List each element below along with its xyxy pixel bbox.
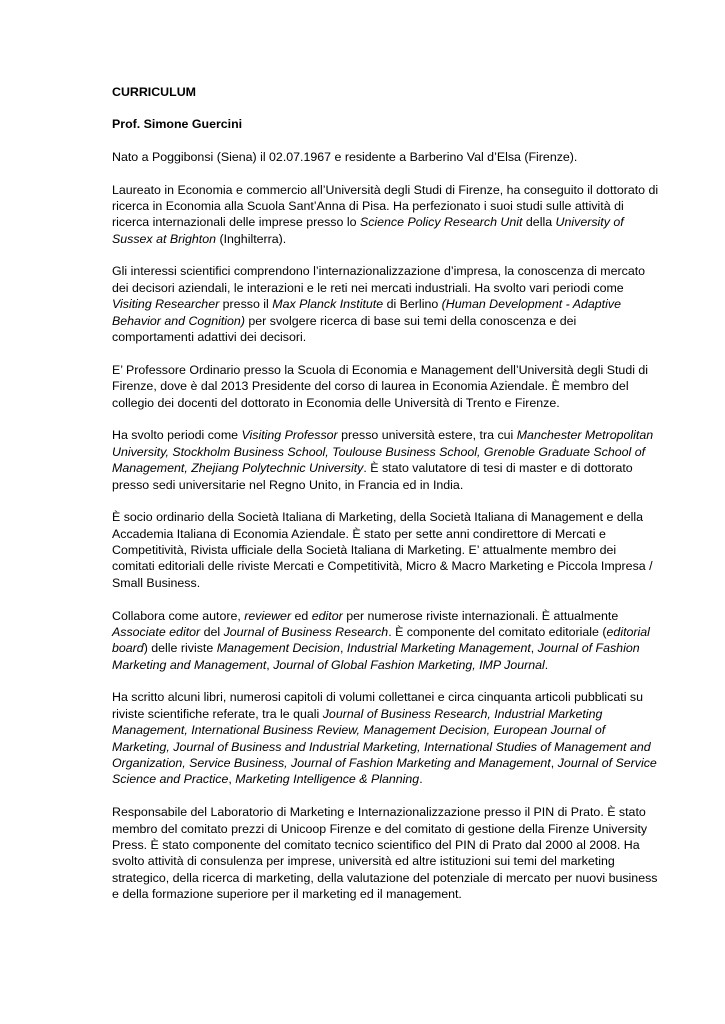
text-run: del xyxy=(200,624,224,639)
cv-paragraph xyxy=(112,263,660,345)
text-run: Responsabile del Laboratorio di Marketing e Internazionalizzazione presso il PIN di Prato. È stato membro del comitato prezzi di Unicoop Firenze e del comitato di gestione della Firenze University Press. È stato componente del comitato tecnico scientifico del PIN di Prato dal 2000 al 2008. Ha svolto attività di consulenza per imprese, università ed altre istituzioni sui temi del marketing strategico, della ricerca di marketing, della valutazione del potenziale di mercato per nuovi business e della formazione superiore per il marketing ed il management. xyxy=(112,805,658,902)
text-run: di Berlino xyxy=(383,297,442,312)
document-title: CURRICULUM xyxy=(112,85,196,99)
italic-text-run: editor xyxy=(311,608,343,623)
author-name: Prof. Simone Guercini xyxy=(112,117,243,132)
text-run: , xyxy=(530,641,538,656)
text-run: , xyxy=(340,641,347,656)
italic-text-run: Associate editor xyxy=(112,624,201,639)
text-run: per numerose riviste internazionali. È attualmente xyxy=(342,608,619,623)
cv-paragraph xyxy=(112,608,660,674)
italic-text-run: Industrial Marketing Management xyxy=(346,641,531,656)
cv-paragraph xyxy=(112,149,660,165)
italic-text-run: Marketing Intelligence & Planning xyxy=(235,772,420,787)
text-run: ed xyxy=(291,608,312,623)
text-run: È socio ordinario della Società Italiana di Marketing, della Società Italiana di Management e della Accademia Italiana di Economia Aziendale. È stato per sette anni condirettore di Mercati e Competitività, Rivista ufficiale della Società Italiana di Marketing. E’ attualmente membro dei comitati editoriali delle riviste Mercati e Competitività, Micro & Macro Marketing e Piccola Impresa / Small Business. xyxy=(112,510,653,590)
text-run: Gli interessi scientifici comprendono l’internazionalizzazione d’impresa, la conoscenza di mercato dei decisori aziendali, le interazioni e le reti nei mercati industriali. Ha svolto vari periodi come xyxy=(112,264,646,295)
text-run: Laureato in Economia e commercio all’Università degli Studi di Firenze, ha conseguito il dottorato di ricerca in Economia alla Scuola Sant’Anna di Pisa. Ha perfezionato i suoi studi sulle attività di ricerca internazionali delle imprese presso lo xyxy=(112,182,659,230)
italic-text-run: Journal of Business Research, Industrial Marketing Management, International Business Review, Management Decision, European Journal of Marketing, Journal of Business and Industrial Marketing, International Studies of Management and Organization, Service Business, Journal of Fashion Marketing and Management xyxy=(112,706,651,771)
italic-text-run: Manchester Metropolitan University, Stockholm Business School, Toulouse Business School, Grenoble Graduate School of Management, Zhejiang Polytechnic University xyxy=(112,428,654,476)
text-run: , xyxy=(266,657,274,672)
text-run: Ha svolto periodi come xyxy=(112,428,242,443)
text-run: (Inghilterra). xyxy=(216,231,287,246)
cv-paragraph xyxy=(112,804,660,902)
italic-text-run: Visiting Professor xyxy=(241,428,338,443)
text-run: ) delle riviste xyxy=(143,641,217,656)
text-run: presso il xyxy=(219,297,273,312)
italic-text-run: editorial board xyxy=(112,624,650,656)
text-run: . È stato valutatore di tesi di master e di dottorato presso sedi universitarie nel Regno Unito, in Francia ed in India. xyxy=(112,461,633,492)
cv-paragraph xyxy=(112,427,660,493)
italic-text-run: Journal of Service Science and Practice xyxy=(112,756,657,787)
text-run: della xyxy=(522,215,556,230)
cv-body xyxy=(112,149,660,903)
italic-text-run: Science Policy Research Unit xyxy=(359,215,523,230)
text-run: per svolgere ricerca di base sui temi della conoscenza e dei comportamenti adattivi dei decisori. xyxy=(112,313,577,345)
italic-text-run: University of Sussex at Brighton xyxy=(112,215,624,246)
document-page xyxy=(112,84,660,919)
cv-paragraph xyxy=(112,689,660,787)
text-run: Ha scritto alcuni libri, numerosi capitoli di volumi collettanei e circa cinquanta articoli pubblicati su riviste scientifiche referate, tra le quali xyxy=(112,690,643,721)
italic-text-run: (Human Development - Adaptive Behavior and Cognition) xyxy=(112,297,621,328)
text-run: , xyxy=(228,772,236,787)
text-run: E’ Professore Ordinario presso la Scuola di Economia e Management dell’Università degli Studi di Firenze, dove è dal 2013 Presidente del corso di laurea in Economia Aziendale. È membro del collegio dei docenti del dottorato in Economia delle Università di Trento e Firenze. xyxy=(112,362,649,410)
italic-text-run: Journal of Fashion Marketing and Management xyxy=(112,641,640,672)
cv-paragraph xyxy=(112,182,660,248)
cv-paragraph xyxy=(112,362,660,411)
italic-text-run: Journal of Global Fashion Marketing, IMP Journal xyxy=(273,657,545,672)
text-run: . È componente del comitato editoriale ( xyxy=(388,624,607,639)
italic-text-run: Max Planck Institute xyxy=(272,297,384,312)
cv-paragraph xyxy=(112,509,660,591)
text-run: . xyxy=(419,772,423,787)
italic-text-run: reviewer xyxy=(244,608,292,623)
text-run: . xyxy=(544,657,549,672)
italic-text-run: Management Decision xyxy=(216,641,340,656)
text-run: , xyxy=(550,756,558,771)
italic-text-run: Journal of Business Research xyxy=(223,624,389,639)
italic-text-run: Visiting Researcher xyxy=(112,297,220,312)
text-run: presso università estere, tra cui xyxy=(337,428,517,443)
text-run: Collabora come autore, xyxy=(112,608,245,623)
text-run: Nato a Poggibonsi (Siena) il 02.07.1967 e residente a Barberino Val d’Elsa (Firenze). xyxy=(112,149,578,164)
